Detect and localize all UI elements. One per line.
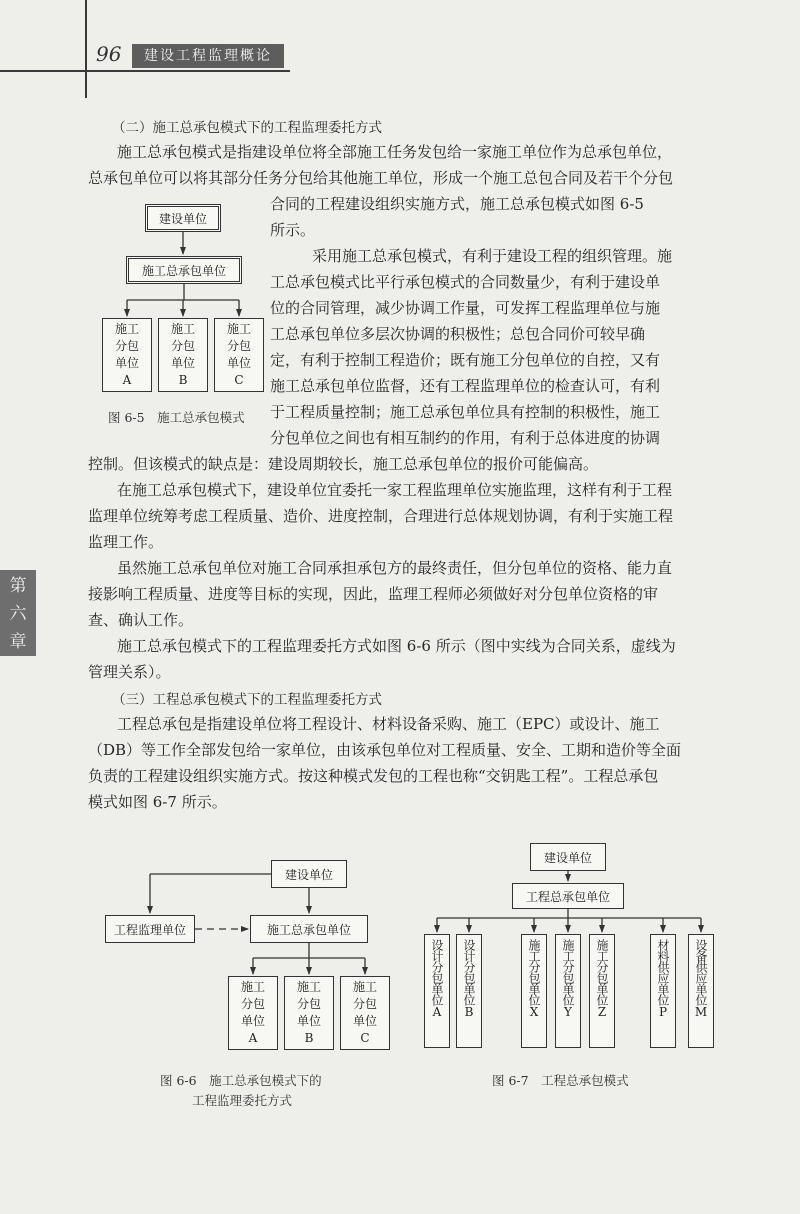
paragraph-line: 在施工总承包模式下，建设单位宜委托一家工程监理单位实施监理，这样有利于工程: [117, 481, 673, 499]
fig65-general-contractor-box: 施工总承包单位: [126, 256, 242, 284]
fig66-general-contractor-box: 施工总承包单位: [250, 915, 368, 943]
fig66-caption: 图 6-6 施工总承包模式下的: [160, 1073, 322, 1088]
fig65-owner-box: 建设单位: [145, 204, 221, 232]
fig66-owner-box: 建设单位: [271, 860, 347, 888]
paragraph-line: 位的合同管理，减少协调工作量，可发挥工程监理单位与施: [270, 299, 661, 317]
paragraph-line: 工总承包单位多层次协调的积极性；总包合同价可较早确: [270, 325, 646, 343]
fig67-sub-box: [456, 934, 482, 1048]
fig65-sub-box: 施工 分包 单位 C: [214, 318, 264, 392]
fig65-caption: 图 6-5 施工总承包模式: [108, 410, 245, 425]
section-heading-2: （二）施工总承包模式下的工程监理委托方式: [112, 120, 382, 136]
paragraph-line: 监理单位统筹考虑工程质量、造价、进度控制，合理进行总体规划协调，有利于实施工程: [88, 507, 674, 525]
fig67-sub-box: [589, 934, 615, 1048]
paragraph-line: 控制。但该模式的缺点是：建设周期较长，施工总承包单位的报价可能偏高。: [88, 455, 599, 473]
chapter-tab: [0, 570, 36, 656]
paragraph-line: 管理关系）。: [88, 663, 171, 681]
paragraph-line: 监理工作。: [88, 533, 164, 551]
fig67-sub-label: 施工分包单位Z: [595, 939, 609, 1018]
paragraph-line: 所示。: [270, 221, 316, 239]
paragraph-line: 施工总承包模式是指建设单位将全部施工任务发包给一家施工单位作为总承包单位，: [117, 143, 673, 161]
header-vertical-rule: [85, 0, 87, 98]
fig67-sub-label: 设备供应单位M: [694, 939, 708, 1018]
fig67-sub-box: [555, 934, 581, 1048]
fig66-caption: 工程监理委托方式: [192, 1093, 293, 1108]
book-title: 建设工程监理概论: [132, 44, 284, 68]
header-horizontal-rule: [0, 70, 290, 72]
paragraph-line: 工程总承包是指建设单位将工程设计、材料设备采购、施工（EPC）或设计、施工: [117, 715, 660, 733]
fig66-supervisor-box: 工程监理单位: [105, 915, 195, 943]
chapter-tab-char: 六: [9, 604, 27, 624]
fig67-sub-label: 施工分包单位Y: [561, 939, 575, 1018]
fig67-general-contractor-box: 工程总承包单位: [512, 883, 624, 909]
fig67-sub-label: 设计分包单位A: [430, 939, 444, 1018]
paragraph-line: 总承包单位可以将其部分任务分包给其他施工单位，形成一个施工总包合同及若干个分包: [88, 169, 674, 187]
paragraph-line: （DB）等工作全部发包给一家单位，由该承包单位对工程质量、安全、工期和造价等全面: [88, 741, 682, 759]
fig67-owner-box: 建设单位: [530, 843, 606, 871]
fig66-sub-box: 施工 分包 单位 B: [284, 976, 334, 1050]
paragraph-line: 采用施工总承包模式，有利于建设工程的组织管理。施: [312, 247, 673, 265]
fig67-sub-box: [688, 934, 714, 1048]
paragraph-line: 接影响工程质量、进度等目标的实现，因此，监理工程师必须做好对分包单位资格的审: [88, 585, 659, 603]
fig67-sub-box: [521, 934, 547, 1048]
paragraph-line: 合同的工程建设组织实施方式，施工总承包模式如图 6-5: [270, 195, 644, 213]
page-number: 96: [96, 42, 122, 66]
paragraph-line: 分包单位之间也有相互制约的作用，有利于总体进度的协调: [270, 429, 661, 447]
paragraph-line: 施工总承包单位监督，还有工程监理单位的检查认可，有利: [270, 377, 661, 395]
paragraph-line: 虽然施工总承包单位对施工合同承担承包方的最终责任，但分包单位的资格、能力直: [117, 559, 673, 577]
fig67-sub-label: 材料供应单位P: [656, 939, 670, 1018]
paragraph-line: 施工总承包模式下的工程监理委托方式如图 6-6 所示（图中实线为合同关系，虚线为: [117, 637, 676, 655]
section-heading-3: （三）工程总承包模式下的工程监理委托方式: [112, 692, 382, 708]
chapter-tab-char: 章: [9, 632, 27, 652]
fig67-sub-box: [650, 934, 676, 1048]
paragraph-line: 于工程质量控制；施工总承包单位具有控制的积极性，施工: [270, 403, 661, 421]
chapter-tab-char: 第: [9, 576, 27, 596]
fig67-sub-label: 施工分包单位X: [527, 939, 541, 1018]
fig65-sub-box: 施工 分包 单位 A: [102, 318, 152, 392]
fig67-caption: 图 6-7 工程总承包模式: [492, 1073, 629, 1088]
fig67-sub-box: [424, 934, 450, 1048]
fig66-sub-box: 施工 分包 单位 A: [228, 976, 278, 1050]
paragraph-line: 查、确认工作。: [88, 611, 194, 629]
paragraph-line: 模式如图 6-7 所示。: [88, 793, 227, 811]
fig67-sub-label: 设计分包单位B: [462, 939, 476, 1018]
paragraph-line: 定，有利于控制工程造价；既有施工分包单位的自控，又有: [270, 351, 661, 369]
paragraph-line: 负责的工程建设组织实施方式。按这种模式发包的工程也称“交钥匙工程”。工程总承包: [88, 767, 659, 785]
fig65-sub-box: 施工 分包 单位 B: [158, 318, 208, 392]
paragraph-line: 工总承包模式比平行承包模式的合同数量少，有利于建设单: [270, 273, 661, 291]
fig66-sub-box: 施工 分包 单位 C: [340, 976, 390, 1050]
